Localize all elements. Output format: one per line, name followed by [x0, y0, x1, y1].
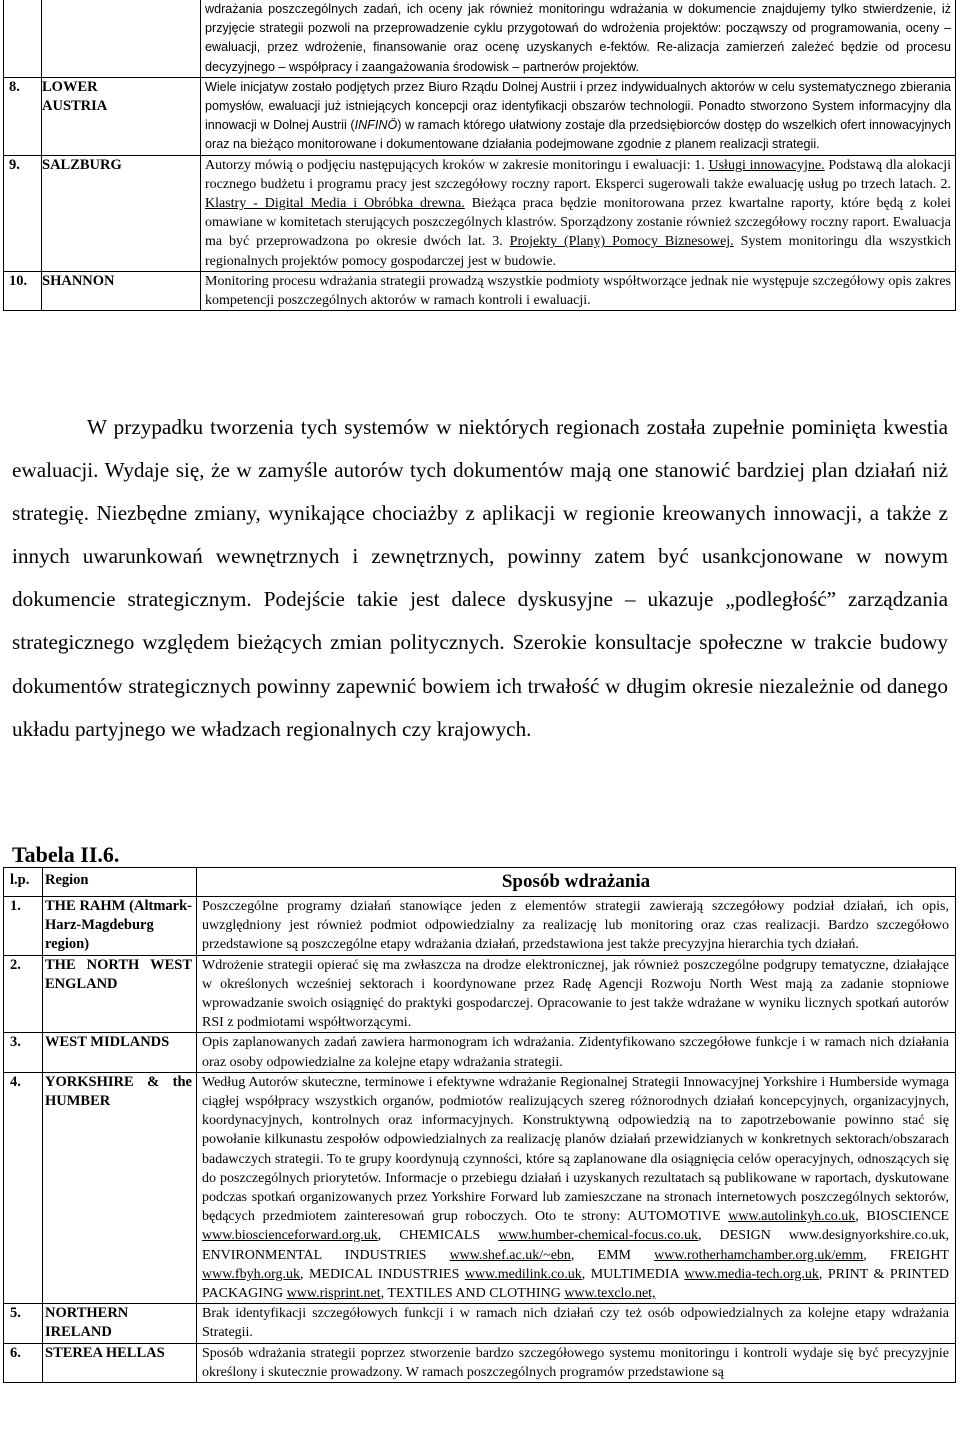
sector-link[interactable]: www.media-tech.org.uk [684, 1266, 819, 1282]
row-text: Według Autorów skuteczne, terminowe i efektywne wdrażanie Regionalnej Strategii Innowacyjnej Yorkshire i Humberside wymaga ciągłej współpracy wszystkich organów, podmiotów realizujących szereg różnorodnych działań koncepcyjnych, organizacyjnych, koordynacyjnych, kontrolnych oraz informacyjnych. Konstruktywną odpowiedzią na to zapotrzebowanie powinno stać się powołanie kilkunastu zespołów odpowiedzialnych za realizację planów działań przewidzianych w konkretnych sektorach/obszarach badawczych strategii. To te grupy koordynują czynności, które są zaplanowane dla osiągnięcia celów operacyjnych, odnoszących się do poszczególnych priorytetów. Informacje o przebiegu działań i uzyskanych rezultatach są publikowane w raportach, dyskutowane podczas spotkań organizowanych przez Yorkshire Forward lub zamieszczane na stronach internetowych poszczególnych sektorów, będących przedmiotem zainteresowań grup roboczych. Oto te strony: AUTOMOTIVE www.autolinkyh.co.uk, BIOSCIENCE www.bioscienceforward.org.uk, CHEMICALS www.humber-chemical-focus.co.uk, DESIGN www.designyorkshire.co.uk, ENVIRONMENTAL INDUSTRIES www.shef.ac.uk/~ebn, EMM www.rotherhamchamber.org.uk/emm, FREIGHT www.fbyh.org.uk, MEDICAL INDUSTRIES www.medilink.co.uk, MULTIMEDIA www.media-tech.org.uk, PRINT & PRINTED PACKAGING www.risprint.net, TEXTILES AND CLOTHING www.texclo.net, [197, 1072, 956, 1303]
region-name: NORTHERN IRELAND [43, 1304, 197, 1343]
region-name: SHANNON [42, 271, 201, 310]
row-number: 9. [4, 155, 42, 271]
region-name: THE RAHM (Altmark-Harz-Magdeburg region) [43, 897, 197, 956]
sector-label: , MEDICAL INDUSTRIES [300, 1266, 465, 1282]
sector-label: , CHEMICALS [377, 1228, 499, 1244]
sector-label: , FREIGHT [863, 1247, 949, 1263]
row-text: Sposób wdrażania strategii poprzez stworzenie bardzo szczegółowego systemu monitoringu i kontroli wydaje się być precyzyjnie określony i skutecznie prowadzony. W ramach poszczególnych programów przedstawione są [197, 1343, 956, 1382]
row-number: 3. [4, 1033, 43, 1072]
row-number: 5. [4, 1304, 43, 1343]
row-text: Autorzy mówią o podjęciu następujących kroków w zakresie monitoringu i ewaluacji: 1. Usługi innowacyjne. Podstawą dla alokacji rocznego budżetu i programu pracy jest szczegółowy roczny raport. Eksperci sugerowali także ewaluację usług po trzech latach. 2. Klastry - Digital Media i Obróbka drewna. Bieżąca praca będzie monitorowana przez kwartalne raporty, które będą z kolei omawiane w komitetach sterujących poszczególnych klastrów. Sporządzony zostanie również szczegółowy roczny raport. Ewaluacja ma być przeprowadzona po okresie dwóch lat. 3. Projekty (Plany) Pomocy Biznesowej. System monitoringu dla wszystkich regionalnych projektów pomocy gospodarczej jest w budowie. [201, 155, 956, 271]
table-row [4, 77, 956, 155]
table-header-row [4, 868, 956, 897]
region-name: YORKSHIRE & the HUMBER [43, 1072, 197, 1303]
region-name: THE NORTH WEST ENGLAND [43, 955, 197, 1033]
sector-link[interactable]: www.autolinkyh.co.uk [728, 1209, 856, 1225]
sector-label: , MULTIMEDIA [581, 1266, 685, 1282]
table-row [4, 1304, 956, 1343]
row-number: 4. [4, 1072, 43, 1303]
header-implementation: Sposób wdrażania [197, 868, 956, 897]
row-text: Brak identyfikacji szczegółowych funkcji i w ramach nich działań czy też osób odpowiedzialnych za kolejne etapy wdrażania Strategii. [197, 1304, 956, 1343]
sector-link[interactable]: www.risprint.net [286, 1286, 381, 1302]
sector-link[interactable]: www.medilink.co.uk [464, 1266, 582, 1282]
body-paragraph: W przypadku tworzenia tych systemów w niektórych regionach została zupełnie pominięta kwestia ewaluacji. Wydaje się, że w zamyśle autorów tych dokumentów mają one stanowić bardziej plan działań niż strategię. Niezbędne zmiany, wynikające chociażby z aplikacji w regionie kreowanych innowacji, a także z innych uwarunkowań wewnętrznych i zewnętrznych, powinny zatem być usankcjonowane w nowym dokumencie strategicznym. Podejście takie jest dalece dyskusyjne – ukazuje „podległość” zarządzania strategicznego względem bieżących zmian politycznych. Szerokie konsultacje społeczne w trakcie budowy dokumentów strategicznych powinny zapewnić bowiem ich trwałość w długim okresie niezależnie od danego układu partyjnego we władzach regionalnych czy krajowych. [12, 415, 948, 741]
sector-label: , TEXTILES AND CLOTHING [380, 1286, 565, 1302]
sector-link[interactable]: www.humber-chemical-focus.co.uk [498, 1228, 699, 1244]
sector-link[interactable]: www.fbyh.org.uk [202, 1266, 300, 1282]
table-row [4, 0, 956, 77]
table-row [4, 271, 956, 310]
row-number: 8. [4, 77, 42, 155]
header-region: Region [43, 868, 197, 897]
table-row [4, 1033, 956, 1072]
sector-link[interactable]: www.shef.ac.uk/~ebn [449, 1247, 571, 1263]
row-text: Wdrożenie strategii opierać się ma zwłaszcza na drodze elektronicznej, jak również poszczególne podgrupy tematyczne, działające w określonych wcześniej sektorach i koordynowane przez Radę Agencji Rozwoju North West mają za zadanie stopniowe wprowadzanie swoich osiągnięć do praktyki gospodarczej. Opracowanie to jest także wdrażane w wyniku licznych spotkań autorów RSI z podmiotami współtworzącymi. [197, 955, 956, 1033]
implementation-table [3, 867, 956, 1383]
table-row [4, 955, 956, 1033]
row-text: Monitoring procesu wdrażania strategii prowadzą wszystkie podmioty współtworzące jednak nie występuje szczegółowy opis zakres kompetencji poszczególnych aktorów w ramach kontroli i ewaluacji. [201, 271, 956, 310]
row-text: Opis zaplanowanych zadań zawiera harmonogram ich wdrażania. Zidentyfikowano szczegółowe funkcje i w ramach nich działania oraz osoby odpowiedzialne za kolejne etapy wdrażania strategii. [197, 1033, 956, 1072]
sector-link[interactable]: www.texclo.net, [564, 1286, 656, 1302]
table-row [4, 155, 956, 271]
sector-link[interactable]: www.rotherhamchamber.org.uk/emm [654, 1247, 864, 1263]
monitoring-table [3, 0, 956, 311]
row-number: 10. [4, 271, 42, 310]
region-name: LOWER AUSTRIA [42, 78, 108, 114]
row-number: 6. [4, 1343, 43, 1382]
region-name: WEST MIDLANDS [43, 1033, 197, 1072]
row-continuation-text: wdrażania poszczególnych zadań, ich oceny jak również monitoringu wdrażania w dokumencie znajdujemy tylko stwierdzenie, iż przyjęcie strategii pozwoli na przeprowadzenie cyklu przygotowań do wdrożenia projektów: począwszy od programowania, oceny – ewaluacji, przez wdrożenie, finansowanie oraz ocenę uzyskanych e-fektów. Re-alizacja zamierzeń zależeć będzie od procesu decyzyjnego – współpracy i zaangażowania środowisk – partnerów projektów. [201, 0, 956, 77]
sector-label: , EMM [570, 1247, 655, 1263]
table-row [4, 897, 956, 956]
row-number: 2. [4, 955, 43, 1033]
region-name: STEREA HELLAS [43, 1343, 197, 1382]
table-title: Tabela II.6. [12, 842, 120, 867]
table-row [4, 1072, 956, 1303]
sector-label: , BIOSCIENCE [855, 1209, 949, 1225]
sector-link[interactable]: www.bioscienceforward.org.uk [202, 1228, 378, 1244]
row-text: Wiele inicjatyw zostało podjętych przez Biuro Rządu Dolnej Austrii i przez indywidualnych aktorów w celu systematycznego zbierania pomysłów, ewaluacji już istniejących koncepcji oraz identyfikacji obszarów technologii. Ponadto stworzono System informacyjny dla innowacji w Dolnej Austrii (INFINÖ) w ramach którego ułatwiony zostaje dla przedsiębiorców dostęp do wszelkich ofert innowacyjnych oraz na bieżąco monitorowane i dokumentowane działania podejmowane zgodnie z planem realizacji strategii. [201, 77, 956, 155]
row-text: Poszczególne programy działań stanowiące jeden z elementów strategii zawierają szczegółowy podział działań, ich opis, uwzględniony jest również podmiot odpowiedzialny za realizację lub monitoring oraz czas realizacji. Bardzo szczegółowo przedstawione są poszczególne etapy wdrażania działań, przedstawiona jest także precyzyjna hierarchia tych działań. [197, 897, 956, 956]
header-lp: l.p. [4, 868, 43, 897]
sector-label: , DESIGN www.designyorkshire.co.uk, ENVIRONMENTAL INDUSTRIES [202, 1228, 949, 1263]
row-number: 1. [4, 897, 43, 956]
table-row [4, 1343, 956, 1382]
region-name: SALZBURG [42, 155, 201, 271]
sector-label: , PRINT & PRINTED PACKAGING [202, 1266, 949, 1302]
